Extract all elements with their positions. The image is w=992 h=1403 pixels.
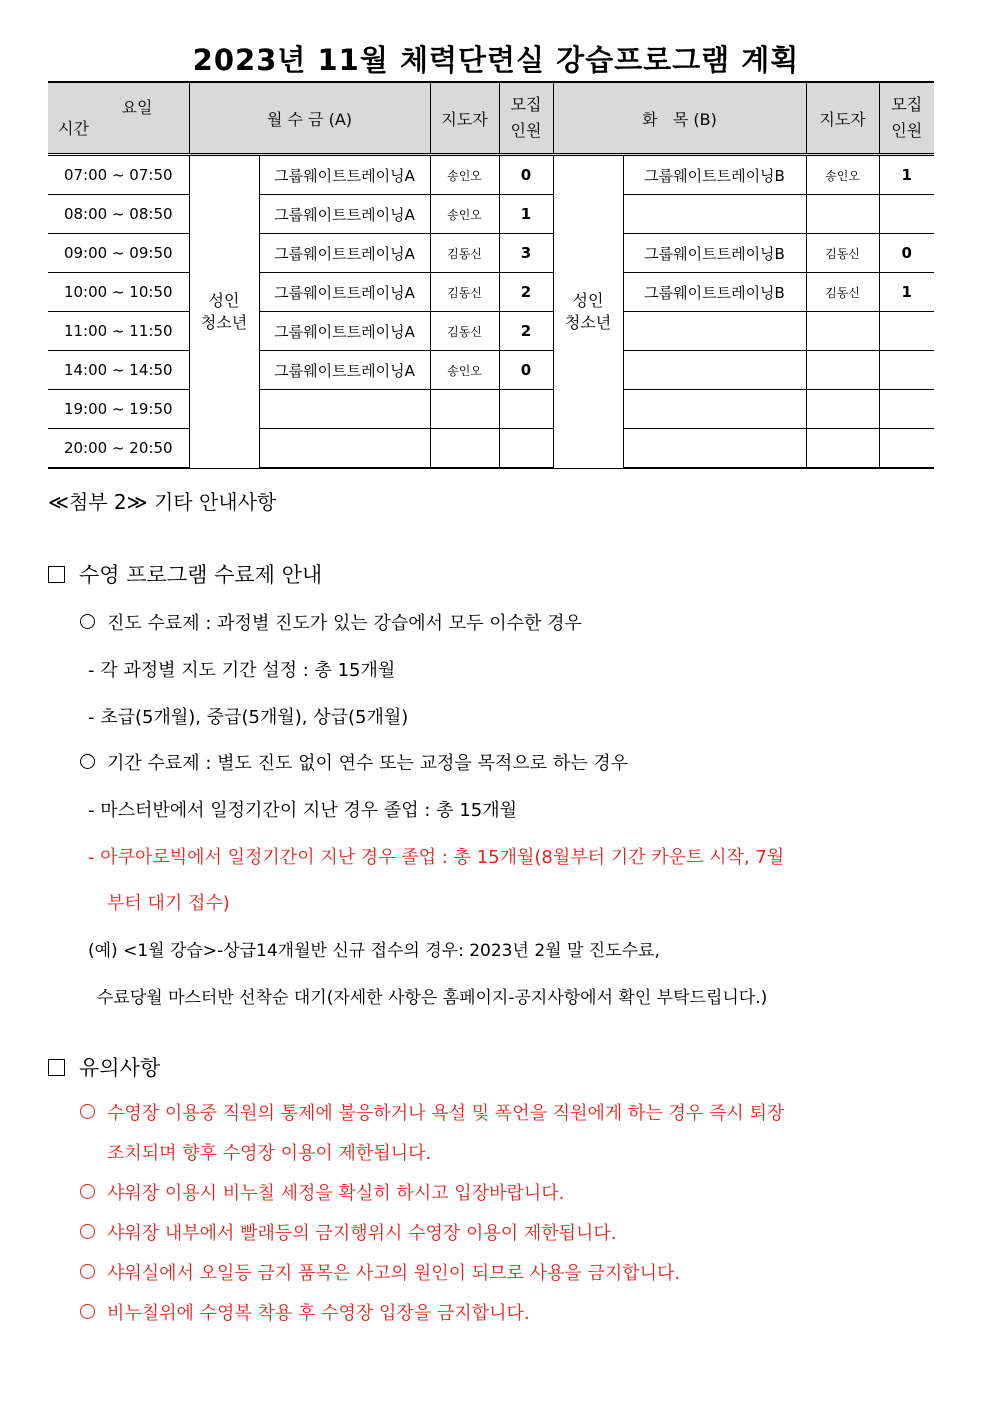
section-heading-text: 유의사항 bbox=[79, 1056, 161, 1080]
coach-a-cell: 송인오 bbox=[430, 351, 499, 390]
program-a-cell: 그룹웨이트트레이닝A bbox=[259, 273, 430, 312]
list-item: - 각 과정별 지도 기간 설정 : 총 15개월 bbox=[88, 660, 396, 681]
table-row bbox=[48, 390, 934, 429]
list-item bbox=[80, 609, 582, 635]
coach-b-cell: 김동신 bbox=[806, 273, 879, 312]
notice-item-text: 수영장 이용중 직원의 통제에 불응하거나 욕설 및 폭언을 직원에게 하는 경우 즉시 퇴장 bbox=[107, 1103, 785, 1124]
table-row bbox=[48, 273, 934, 312]
recruit-b-cell: 0 bbox=[879, 234, 934, 273]
coach-a-cell bbox=[430, 390, 499, 429]
circle-bullet-icon bbox=[80, 1104, 95, 1119]
example-text: 수료당월 마스터반 선착순 대기(자세한 사항은 홈페이지-공지사항에서 확인 부탁드립니다.) bbox=[97, 988, 768, 1008]
table-row bbox=[48, 429, 934, 469]
circle-bullet-icon bbox=[80, 1264, 95, 1279]
coach-b-header: 지도자 bbox=[806, 82, 879, 155]
time-cell: 19:00 ~ 19:50 bbox=[48, 390, 189, 429]
coach-b-cell bbox=[806, 429, 879, 469]
recruit-b-cell: 1 bbox=[879, 155, 934, 195]
checkbox-square-icon bbox=[48, 566, 65, 583]
coach-a-cell: 김동신 bbox=[430, 273, 499, 312]
recruit-a-cell bbox=[499, 429, 553, 469]
program-b-cell bbox=[623, 195, 806, 234]
table-row bbox=[48, 312, 934, 351]
notice-item bbox=[80, 1259, 680, 1285]
recruit-b-cell bbox=[879, 195, 934, 234]
recruit-a-cell: 3 bbox=[499, 234, 553, 273]
recruit-a-header: 모집 인원 bbox=[499, 82, 553, 155]
notice-item-text: 샤워장 내부에서 빨래등의 금지행위시 수영장 이용이 제한됩니다. bbox=[107, 1223, 617, 1244]
table-header-row bbox=[48, 82, 934, 155]
program-b-cell: 그룹웨이트트레이닝B bbox=[623, 234, 806, 273]
time-cell: 14:00 ~ 14:50 bbox=[48, 351, 189, 390]
recruit-b-cell bbox=[879, 429, 934, 469]
circle-bullet-icon bbox=[80, 614, 95, 629]
group-b-header: 화 목 (B) bbox=[553, 82, 806, 155]
program-a-cell: 그룹웨이트트레이닝A bbox=[259, 234, 430, 273]
time-cell: 09:00 ~ 09:50 bbox=[48, 234, 189, 273]
time-cell: 20:00 ~ 20:50 bbox=[48, 429, 189, 469]
coach-b-cell bbox=[806, 390, 879, 429]
program-a-cell bbox=[259, 390, 430, 429]
coach-b-cell bbox=[806, 195, 879, 234]
list-item: - 초급(5개월), 중급(5개월), 상급(5개월) bbox=[88, 707, 409, 728]
program-a-cell: 그룹웨이트트레이닝A bbox=[259, 155, 430, 195]
circle-bullet-icon bbox=[80, 754, 95, 769]
recruit-a-cell: 2 bbox=[499, 312, 553, 351]
notice-item bbox=[80, 1299, 530, 1325]
recruit-b-cell bbox=[879, 390, 934, 429]
circle-bullet-icon bbox=[80, 1224, 95, 1239]
recruit-a-cell: 2 bbox=[499, 273, 553, 312]
list-item: 부터 대기 접수) bbox=[107, 893, 230, 914]
coach-a-cell: 김동신 bbox=[430, 312, 499, 351]
program-b-cell: 그룹웨이트트레이닝B bbox=[623, 155, 806, 195]
table-row bbox=[48, 155, 934, 195]
list-item: - 아쿠아로빅에서 일정기간이 지난 경우 졸업 : 총 15개월(8월부터 기간 카운트 시작, 7월 bbox=[88, 847, 785, 868]
table-row bbox=[48, 234, 934, 273]
list-item-text: 기간 수료제 : 별도 진도 없이 연수 또는 교정을 목적으로 하는 경우 bbox=[107, 753, 629, 774]
notice-item: 조치되며 향후 수영장 이용이 제한됩니다. bbox=[107, 1143, 432, 1164]
list-item-text: 진도 수료제 : 과정별 진도가 있는 강습에서 모두 이수한 경우 bbox=[107, 613, 582, 634]
coach-b-cell bbox=[806, 312, 879, 351]
section-heading-notice bbox=[48, 1052, 160, 1082]
circle-bullet-icon bbox=[80, 1184, 95, 1199]
coach-a-header: 지도자 bbox=[430, 82, 499, 155]
recruit-b-cell bbox=[879, 351, 934, 390]
attachment-title: ≪첨부 2≫ 기타 안내사항 bbox=[48, 490, 277, 514]
recruit-a-cell: 0 bbox=[499, 351, 553, 390]
coach-b-cell: 송인오 bbox=[806, 155, 879, 195]
target-b-cell: 성인 청소년 bbox=[553, 155, 623, 469]
program-b-cell bbox=[623, 390, 806, 429]
checkbox-square-icon bbox=[48, 1059, 65, 1076]
program-b-cell bbox=[623, 351, 806, 390]
recruit-a-cell bbox=[499, 390, 553, 429]
schedule-table bbox=[48, 81, 934, 469]
program-a-cell bbox=[259, 429, 430, 469]
example-text: (예) <1월 강습>-상급14개월반 신규 접수의 경우: 2023년 2월 말 진도수료, bbox=[88, 941, 660, 961]
program-b-cell: 그룹웨이트트레이닝B bbox=[623, 273, 806, 312]
recruit-a-cell: 1 bbox=[499, 195, 553, 234]
section-heading-text: 수영 프로그램 수료제 안내 bbox=[79, 563, 323, 587]
notice-item-text: 샤워장 이용시 비누칠 세정을 확실히 하시고 입장바랍니다. bbox=[107, 1183, 565, 1204]
coach-a-cell: 송인오 bbox=[430, 195, 499, 234]
notice-item-text: 샤워실에서 오일등 금지 품목은 사고의 원인이 되므로 사용을 금지합니다. bbox=[107, 1263, 681, 1284]
program-a-cell: 그룹웨이트트레이닝A bbox=[259, 351, 430, 390]
recruit-b-cell: 1 bbox=[879, 273, 934, 312]
list-item: - 마스터반에서 일정기간이 지난 경우 졸업 : 총 15개월 bbox=[88, 800, 517, 821]
time-cell: 07:00 ~ 07:50 bbox=[48, 155, 189, 195]
page-title: 2023년 11월 체력단련실 강습프로그램 계획 bbox=[192, 43, 800, 77]
program-b-cell bbox=[623, 429, 806, 469]
notice-item bbox=[80, 1179, 564, 1205]
recruit-b-header: 모집 인원 bbox=[879, 82, 934, 155]
coach-a-cell: 송인오 bbox=[430, 155, 499, 195]
time-cell: 08:00 ~ 08:50 bbox=[48, 195, 189, 234]
group-a-header: 월 수 금 (A) bbox=[189, 82, 430, 155]
coach-b-cell: 김동신 bbox=[806, 234, 879, 273]
coach-a-cell bbox=[430, 429, 499, 469]
table-row bbox=[48, 351, 934, 390]
time-cell: 10:00 ~ 10:50 bbox=[48, 273, 189, 312]
notice-item-text: 비누칠위에 수영복 착용 후 수영장 입장을 금지합니다. bbox=[107, 1303, 530, 1324]
section-heading-completion bbox=[48, 559, 322, 589]
list-item bbox=[80, 749, 628, 775]
target-a-cell: 성인 청소년 bbox=[189, 155, 259, 469]
time-cell: 11:00 ~ 11:50 bbox=[48, 312, 189, 351]
coach-b-cell bbox=[806, 351, 879, 390]
circle-bullet-icon bbox=[80, 1304, 95, 1319]
day-header-label: 요일 bbox=[121, 98, 153, 117]
notice-item bbox=[80, 1219, 617, 1245]
recruit-b-cell bbox=[879, 312, 934, 351]
notice-item bbox=[80, 1099, 784, 1125]
coach-a-cell: 김동신 bbox=[430, 234, 499, 273]
program-a-cell: 그룹웨이트트레이닝A bbox=[259, 312, 430, 351]
corner-header bbox=[48, 82, 189, 155]
recruit-a-cell: 0 bbox=[499, 155, 553, 195]
time-header-label: 시간 bbox=[58, 119, 89, 138]
program-a-cell: 그룹웨이트트레이닝A bbox=[259, 195, 430, 234]
program-b-cell bbox=[623, 312, 806, 351]
table-row bbox=[48, 195, 934, 234]
